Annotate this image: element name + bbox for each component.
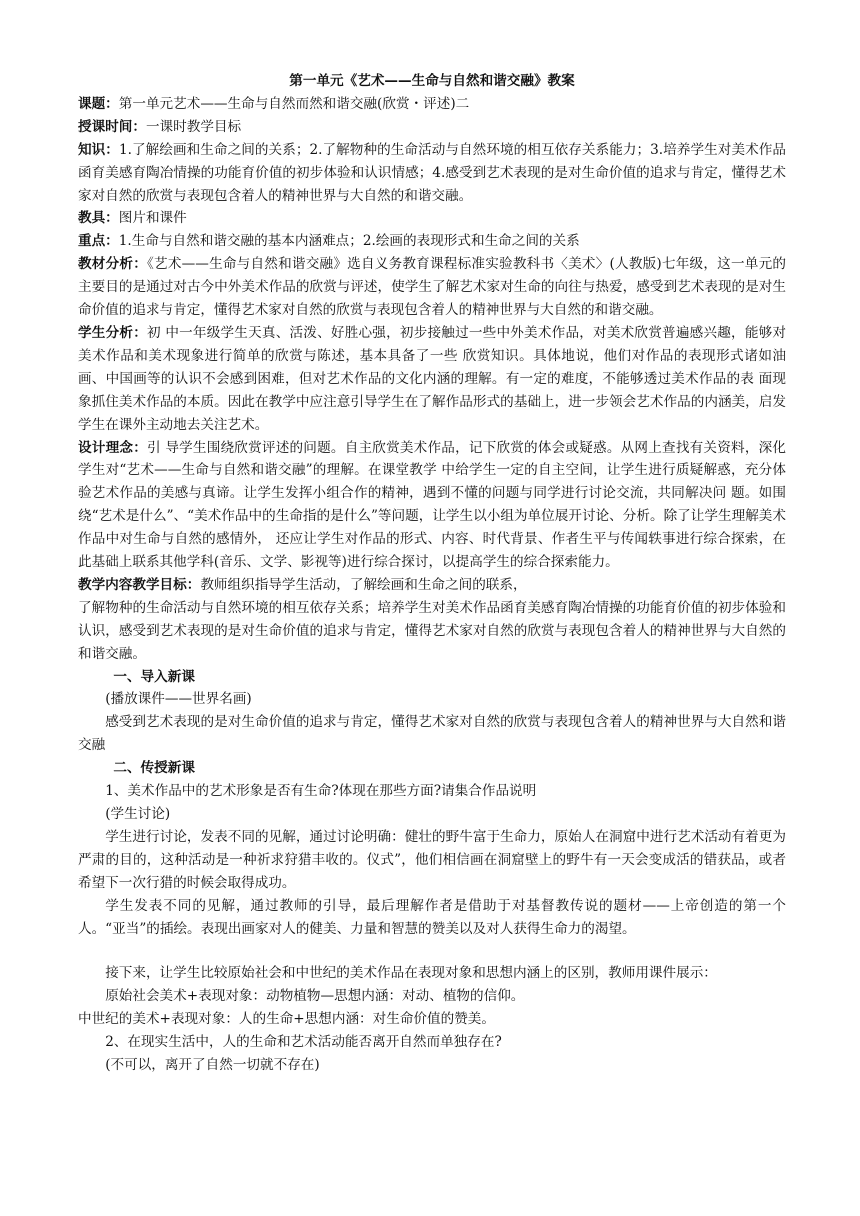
field-teaching-aids — [78, 207, 786, 230]
field-text: 图片和课件 — [118, 210, 187, 227]
discussion-paragraph: 学生进行讨论，发表不同的见解，通过讨论明确：健壮的野牛富于生命力，原始人在洞窟中进行艺术活动有着更为严肃的目的，这种活动是一种祈求狩猎丰收的。仪式”，他们相信画在洞窟壁上的野牛有一天会变成活的错获品，或者希望下一次行猎的时候会取得成功。 — [78, 828, 786, 891]
field-text: 《艺术——生命与自然和谐交融》选自义务教育课程标准实验教科书〈美术〉(人教版)七年级，这一单元的主要目的是通过对古今中外美术作品的欣赏与评述，使学生了解艺术家对生命的向往与热爱，感受到艺术表现的是对生命价值的追求与肯定，懂得艺术家对自然的欣赏与表现包含着人的精神世界与大自然的和谐交融。 — [78, 256, 786, 319]
field-key-points — [78, 230, 786, 253]
goal-continued: 了解物种的生命活动与自然环境的相互依存关系；培养学生对美术作品函育美感育陶冶情操的功能育价值的初步体验和认识，感受到艺术表现的是对生命价值的追求与肯定，懂得艺术家对自然的欣赏与表现包含着人的精神世界与大自然的和谐交融。 — [78, 599, 786, 662]
field-text: 第一单元艺术——生命与自然而然和谐交融(欣赏・评述)二 — [118, 95, 470, 112]
question-1-note: (学生讨论) — [105, 806, 171, 822]
question-2-answer: (不可以，离开了自然一切就不存在) — [105, 1057, 320, 1074]
field-knowledge — [78, 139, 786, 208]
question-2: 2、在现实生活中，人的生命和艺术活动能否离开自然而单独存在? — [105, 1034, 502, 1051]
field-label: 设计理念： — [78, 439, 147, 456]
field-label: 授课时间： — [78, 118, 146, 135]
field-teaching-goal — [78, 574, 786, 597]
section-line: (播放课件——世界名画) — [105, 691, 252, 708]
section-line: 感受到艺术表现的是对生命价值的追求与肯定，懂得艺术家对自然的欣赏与表现包含着人的精神世界与大自然和谐交融 — [78, 714, 786, 754]
comparison-intro: 接下来，让学生比较原始社会和中世纪的美术作品在表现对象和思想内涵上的区别，教师用课件展示： — [105, 965, 717, 982]
field-text: 教师组织指导学生活动，了解绘画和生命之间的联系， — [200, 576, 527, 593]
section-heading-new-lesson: 二、传授新课 — [113, 760, 195, 777]
medieval-art-line: 中世纪的美术+表现对象：人的生命+思想内涵：对生命价值的赞美。 — [78, 1011, 495, 1028]
blank-line — [78, 940, 786, 962]
field-label: 教学内容教学目标： — [78, 576, 201, 593]
field-text: 1.生命与自然和谐交融的基本内涵难点；2.绘画的表现形式和生命之间的关系 — [118, 233, 580, 250]
field-label: 学生分析： — [78, 324, 147, 341]
field-design-concept — [78, 437, 786, 574]
field-text: 引 导学生围绕欣赏评述的问题。自主欣赏美术作品，记下欣赏的体会或疑惑。从网上查找有关资料，深化学生对“艺术——生命与自然和谐交融”的理解。在课堂教学 中给学生一定的自主空间，让学生进行质疑解惑，充分体验艺术作品的美感与真谛。让学生发挥小组合作的精神，遇到不懂的问题与同学进行讨论交流，共同解决问 题。如围绕“艺术是什么”、“美术作品中的生命指的是什么”等问题，让学生以小组为单位展开讨论、分析。除了让学生理解美术作品中对生命与自然的感情外， 还应让学生对作品的形式、内容、时代背景、作者生平与传闻轶事进行综合探索，在此基础上联系其他学科(音乐、文学、影视等)进行综合探讨，以提高学生的综合探索能力。 — [78, 439, 787, 571]
document-title: 第一单元《艺术——生命与自然和谐交融》教案 — [289, 73, 575, 89]
field-label: 重点： — [78, 233, 119, 250]
primitive-art-line: 原始社会美术+表现对象：动物植物—思想内涵：对动、植物的信仰。 — [105, 988, 525, 1005]
field-student-analysis — [78, 322, 786, 437]
field-text: 1.了解绘画和生命之间的关系；2.了解物种的生命活动与自然环境的相互依存关系能力；3.培养学生对美术作品函育美感育陶冶情操的功能育价值的初步体验和认识情感；4.感受到艺术表现的是对生命价值的追求与肯定，懂得艺术家对自然的欣赏与表现包含着人的精神世界与大自然的和谐交融。 — [78, 141, 787, 204]
field-label: 课题： — [78, 95, 119, 112]
question-1: 1、美术作品中的艺术形象是否有生命?体现在那些方面?请集合作品说明 — [105, 783, 537, 800]
field-time — [78, 116, 786, 139]
field-textbook-analysis — [78, 253, 786, 322]
discussion-paragraph: 学生发表不同的见解，通过教师的引导，最后理解作者是借助于对基督教传说的题材——上帝创造的第一个人。“亚当”的插绘。表现出画家对人的健美、力量和智慧的赞美以及对人获得生命力的渴望。 — [78, 897, 786, 937]
field-text: 一课时教学目标 — [145, 118, 242, 135]
field-label: 知识： — [78, 141, 119, 158]
field-label: 教具： — [78, 210, 119, 227]
lesson-plan-page — [78, 70, 786, 1077]
field-text: 初 中一年级学生天真、活泼、好胜心强，初步接触过一些中外美术作品，对美术欣赏普遍感兴趣，能够对美术作品和美术现象进行简单的欣赏与陈述，基本具备了一些 欣赏知识。具体地说，他们对作品的表现形式诸如油画、中国画等的认识不会感到困难，但对艺术作品的文化内涵的理解。有一定的难度，不能够透过美术作品的表 面现象抓住美术作品的本质。因此在教学中应注意引导学生在了解作品形式的基础上，进一步领会艺术作品的内涵美，启发学生在课外主动地去关注艺术。 — [78, 324, 787, 433]
field-topic — [78, 93, 786, 116]
section-heading-intro: 一、导入新课 — [113, 668, 195, 685]
field-label: 教材分析： — [78, 256, 148, 273]
